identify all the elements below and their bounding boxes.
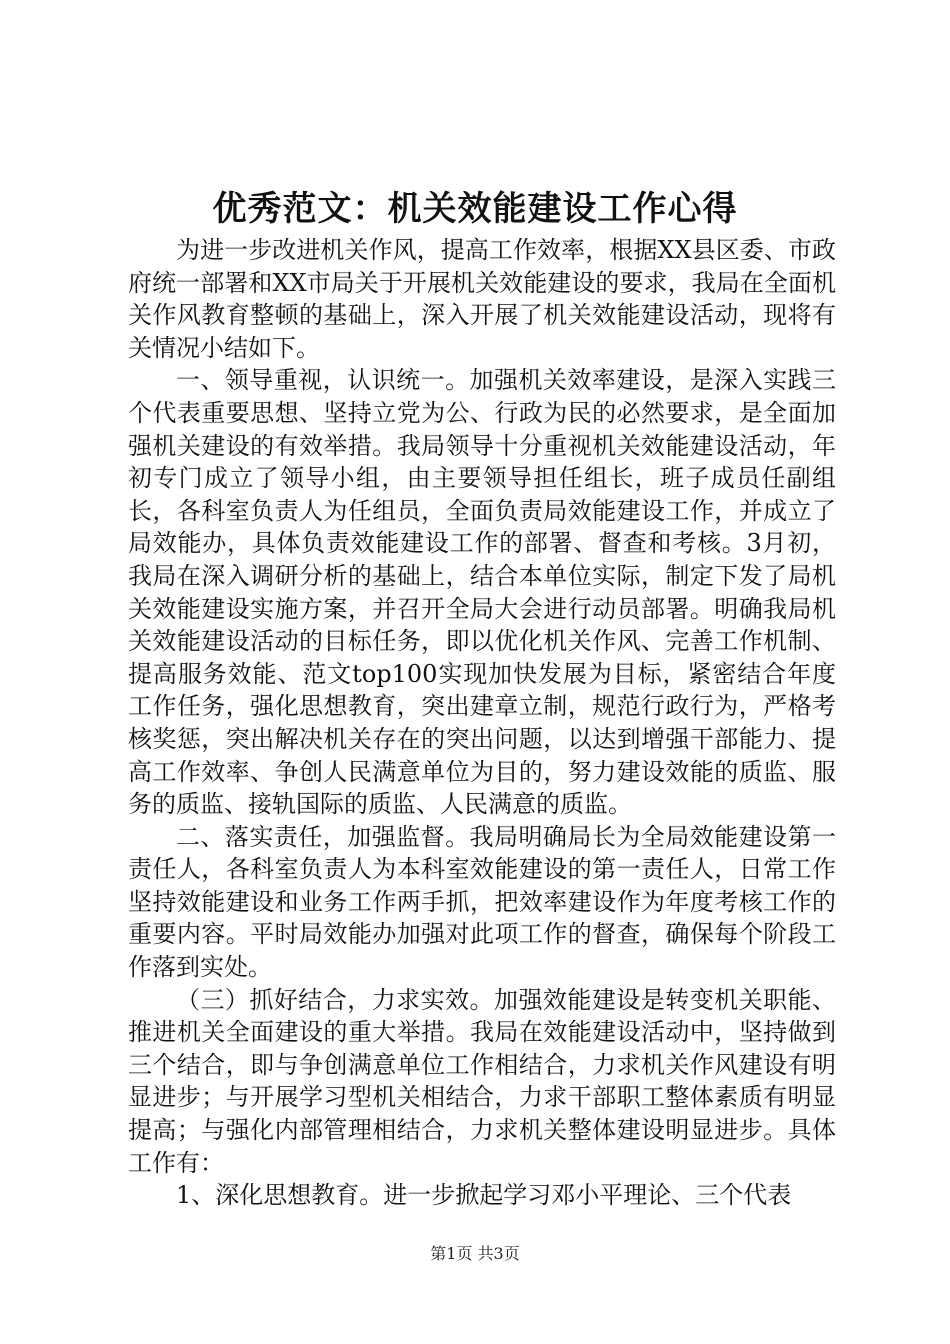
paragraph-intro: 为进一步改进机关作风，提高工作效率，根据XX县区委、市政府统一部署和XX市局关于开展机关效能建设的要求，我局在全面机关作风教育整顿的基础上，深入开展了机关效能建设活动，现将有关情况小结如下。 xyxy=(128,236,836,362)
paragraph-section-3: （三）抓好结合，力求实效。加强效能建设是转变机关职能、推进机关全面建设的重大举措。我局在效能建设活动中，坚持做到三个结合，即与争创满意单位工作相结合，力求机关作风建设有明显进步；与开展学习型机关相结合，力求干部职工整体素质有明显提高；与强化内部管理相结合，力求机关整体建设明显进步。具体工作有： xyxy=(128,985,836,1177)
paragraph-item-1: 1、深化思想教育。进一步掀起学习邓小平理论、三个代表 xyxy=(176,1181,792,1210)
page-footer: 第1页 共3页 xyxy=(430,1244,520,1263)
document-title: 优秀范文：机关效能建设工作心得 xyxy=(212,189,738,229)
paragraph-section-2: 二、落实责任，加强监督。我局明确局长为全局效能建设第一责任人，各科室负责人为本科室效能建设的第一责任人，日常工作坚持效能建设和业务工作两手抓，把效率建设作为年度考核工作的重要内容。平时局效能办加强对此项工作的督查，确保每个阶段工作落到实处。 xyxy=(128,822,836,982)
document-body xyxy=(128,234,836,1212)
paragraph-section-1: 一、领导重视，认识统一。加强机关效率建设，是深入实践三个代表重要思想、坚持立党为公、行政为民的必然要求，是全面加强机关建设的有效举措。我局领导十分重视机关效能建设活动，年初专门成立了领导小组，由主要领导担任组长，班子成员任副组长，各科室负责人为任组员，全面负责局效能建设工作，并成立了局效能办，具体负责效能建设工作的部署、督查和考核。3月初，我局在深入调研分析的基础上，结合本单位实际，制定下发了局机关效能建设实施方案，并召开全局大会进行动员部署。明确我局机关效能建设活动的目标任务，即以优化机关作风、完善工作机制、提高服务效能、范文top100实现加快发展为目标，紧密结合年度工作任务，强化思想教育，突出建章立制，规范行政行为，严格考核奖惩，突出解决机关存在的突出问题，以达到增强干部能力、提高工作效率、争创人民满意单位为目的，努力建设效能的质监、服务的质监、接轨国际的质监、人民满意的质监。 xyxy=(128,366,836,819)
